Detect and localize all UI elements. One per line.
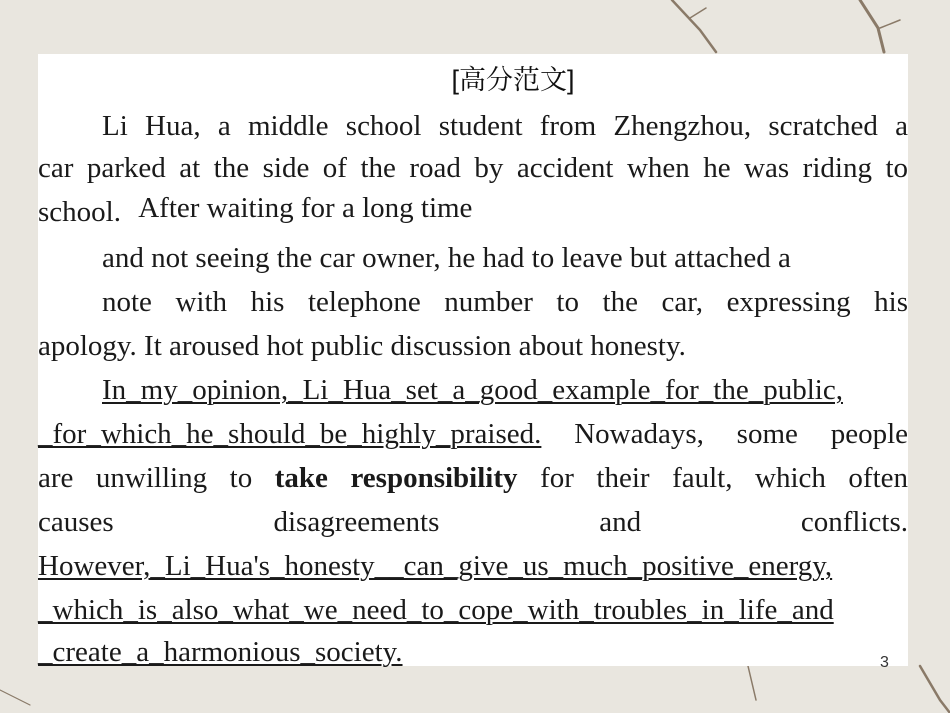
essay-text: for their fault, which often — [540, 462, 909, 494]
essay-line-underlined: In_my_opinion,_Li_Hua_set_a_good_example_for_the_public, — [102, 374, 843, 406]
essay-line: car parked at the side of the road by accident when he was riding to — [38, 152, 908, 184]
essay-line: apology. It aroused hot public discussion about honesty. — [38, 330, 686, 362]
essay-line — [38, 414, 908, 454]
section-heading: [高分范文] — [451, 65, 575, 95]
essay-line: causes disagreements and conflicts. — [38, 506, 908, 538]
essay-card — [38, 54, 908, 666]
essay-text-bold: take responsibility — [274, 462, 518, 494]
essay-line-underlined: _which_is_also_what_we_need_to_cope_with_troubles_in_life_and — [38, 594, 834, 626]
essay-line — [38, 458, 908, 498]
essay-line: and not seeing the car owner, he had to leave but attached a — [102, 242, 791, 274]
essay-line-underlined: _create_a_harmonious_society. — [38, 636, 403, 668]
essay-text: After waiting for a long time — [138, 192, 473, 224]
essay-line: Li Hua, a middle school student from Zhengzhou, scratched a — [102, 110, 908, 142]
essay-line — [38, 192, 908, 232]
essay-line: note with his telephone number to the car, expressing his — [102, 286, 908, 318]
page-number: 3 — [880, 654, 889, 671]
essay-line-underlined: However,_Li_Hua's_honesty__can_give_us_much_positive_energy, — [38, 550, 833, 582]
essay-text: school. — [38, 196, 121, 228]
essay-text: Nowadays, some people — [574, 418, 908, 450]
essay-text-underlined: _for_which_he_should_be_highly_praised. — [38, 418, 542, 450]
essay-text: are unwilling to — [38, 462, 253, 494]
